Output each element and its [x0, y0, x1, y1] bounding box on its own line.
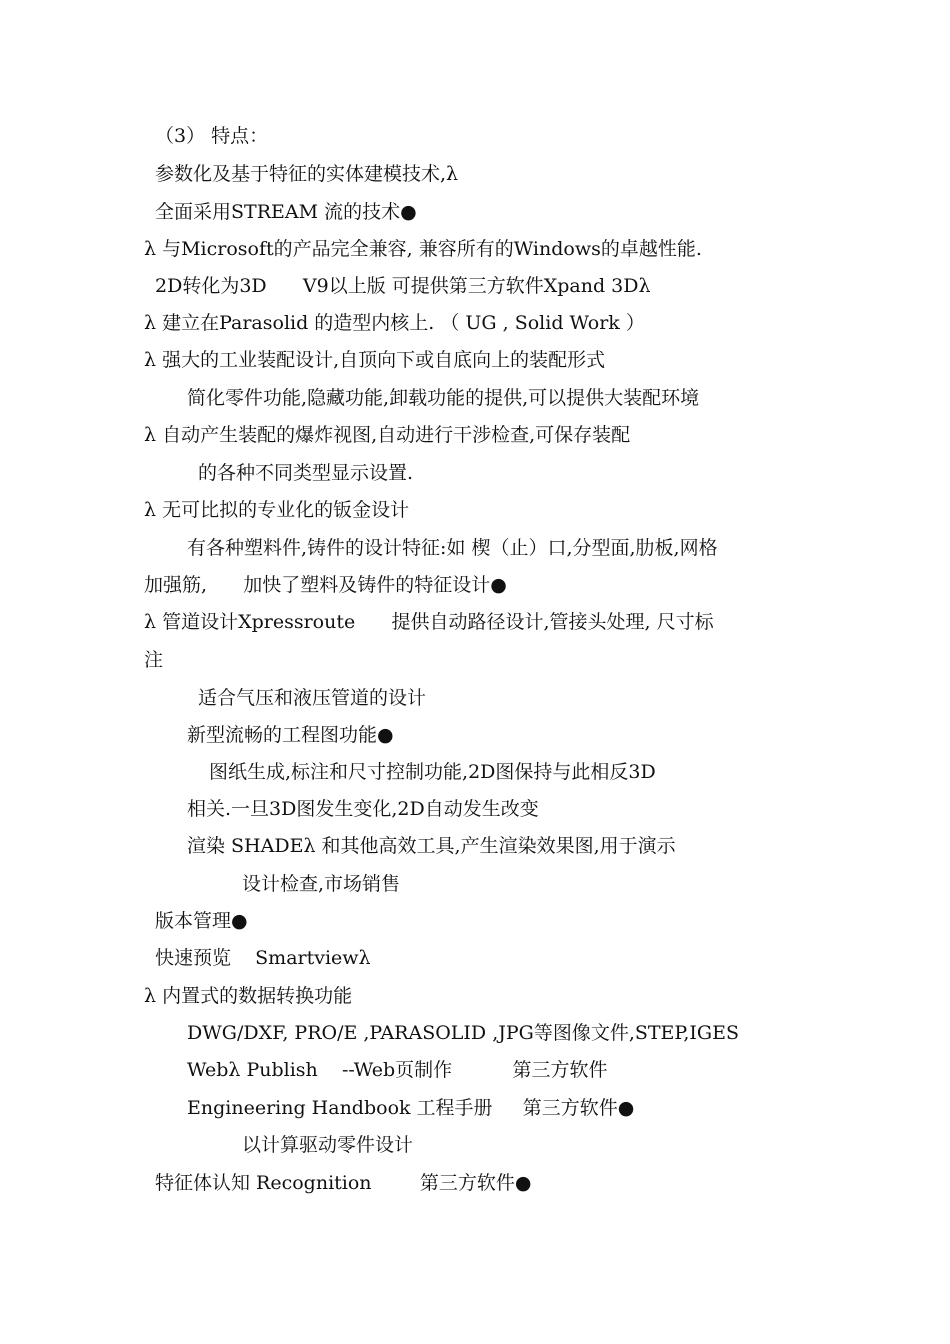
text-line: 渲染 SHADEλ 和其他高效工具,产生渲染效果图,用于演示	[187, 835, 676, 857]
text-line: λ 内置式的数据转换功能	[144, 985, 353, 1007]
text-line: 版本管理●	[155, 910, 248, 932]
text-line: 图纸生成,标注和尺寸控制功能,2D图保持与此相反3D	[209, 761, 656, 783]
text-line: （3） 特点：	[155, 125, 269, 147]
text-line: 注	[144, 649, 164, 671]
text-line: DWG/DXF, PRO/E ,PARASOLID ,JPG等图像文件,STEP,IGES	[187, 1022, 739, 1044]
text-line: 的各种不同类型显示设置.	[198, 462, 414, 484]
text-line: λ 管道设计Xpressroute 提供自动路径设计,管接头处理, 尺寸标	[144, 611, 714, 633]
text-line: 适合气压和液压管道的设计	[198, 687, 427, 709]
text-line: 特征体认知 Recognition 第三方软件●	[155, 1172, 532, 1194]
text-line: Webλ Publish --Web页制作 第三方软件	[187, 1059, 608, 1081]
text-line: 以计算驱动零件设计	[242, 1134, 414, 1156]
text-line: λ 无可比拟的专业化的钣金设计	[144, 499, 410, 521]
text-line: 有各种塑料件,铸件的设计特征:如 楔（止）口,分型面,肋板,网格	[187, 537, 718, 559]
text-line: 参数化及基于特征的实体建模技术,λ	[155, 163, 459, 185]
text-line: 新型流畅的工程图功能●	[187, 724, 394, 746]
text-line: λ 与Microsoft的产品完全兼容, 兼容所有的Windows的卓越性能.	[144, 238, 702, 260]
text-line: λ 强大的工业装配设计,自顶向下或自底向上的装配形式	[144, 349, 606, 371]
text-line: 2D转化为3D V9以上版 可提供第三方软件Xpand 3Dλ	[155, 275, 651, 297]
text-line: 简化零件功能,隐藏功能,卸载功能的提供,可以提供大装配环境	[187, 387, 700, 409]
text-line: 全面采用STREAM 流的技术●	[155, 201, 417, 223]
text-line: 相关.一旦3D图发生变化,2D自动发生改变	[187, 798, 539, 820]
text-line: λ 建立在Parasolid 的造型内核上. （ UG , Solid Work ）	[144, 312, 645, 334]
text-line: 设计检查,市场销售	[242, 873, 401, 895]
text-line: 加强筋, 加快了塑料及铸件的特征设计●	[144, 574, 507, 596]
text-line: 快速预览 Smartviewλ	[155, 947, 371, 969]
text-line: λ 自动产生装配的爆炸视图,自动进行干涉检查,可保存装配	[144, 424, 631, 446]
text-line: Engineering Handbook 工程手册 第三方软件●	[187, 1097, 635, 1119]
